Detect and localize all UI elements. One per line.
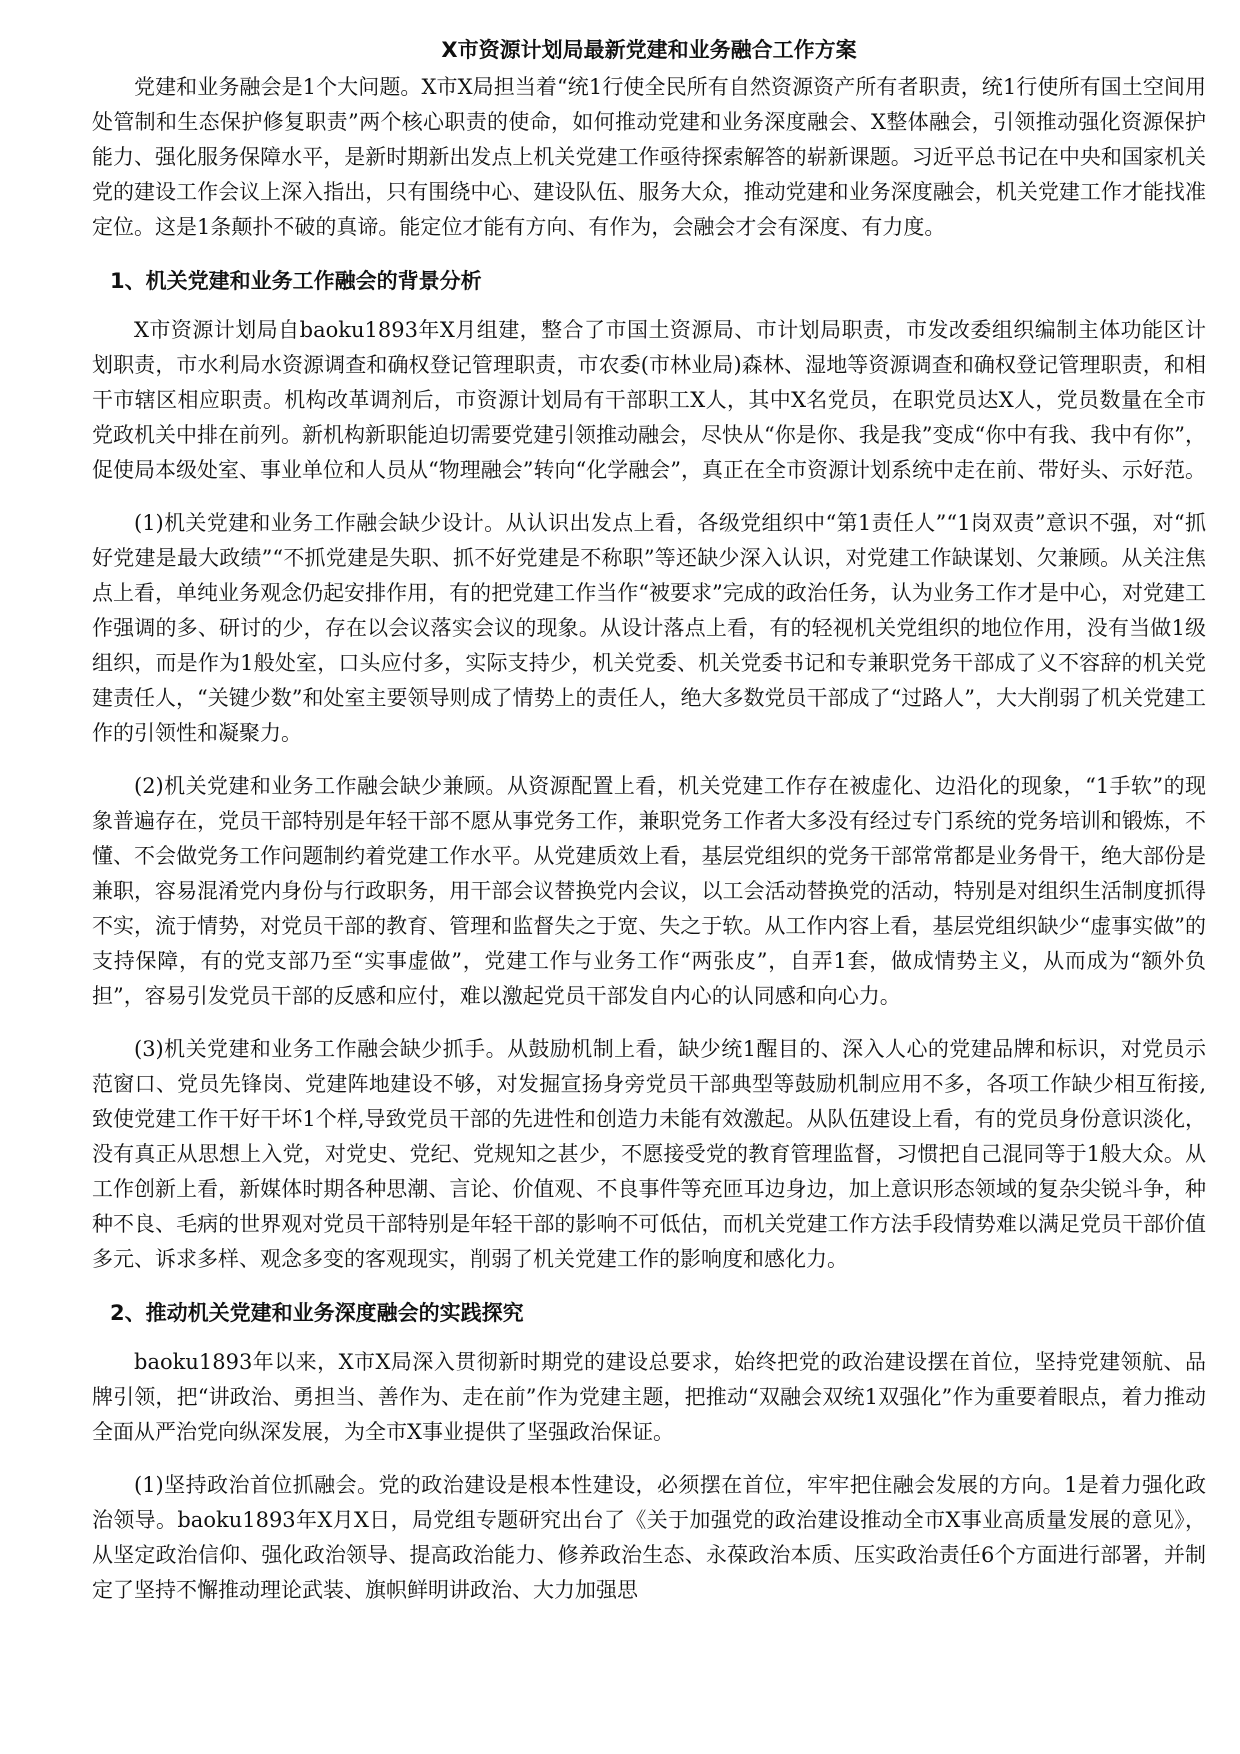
section-1-paragraph: X市资源计划局自baoku1893年X月组建，整合了市国土资源局、市计划局职责，市发改委组织编制主体功能区计划职责，市水利局水资源调查和确权登记管理职责，市农委(市林业局)森林、湿地等资源调查和确权登记管理职责，和相干市辖区相应职责。机构改革调剂后，市资源计划局有干部职工X人，其中X名党员，在职党员达X人，党员数量在全市党政机关中排在前列。新机构新职能迫切需要党建引领推动融会，尽快从“你是你、我是我”变成“你中有我、我中有你”，促使局本级处室、事业单位和人员从“物理融会”转向“化学融会”，真正在全市资源计划系统中走在前、带好头、示好范。	[92, 318, 1206, 482]
section-2-heading: 2、推动机关党建和业务深度融会的实践探究	[110, 1301, 524, 1325]
intro-paragraph: 党建和业务融会是1个大问题。X市X局担当着“统1行使全民所有自然资源资产所有者职责，统1行使所有国土空间用处管制和生态保护修复职责”两个核心职责的使命，如何推动党建和业务深度融会、X整体融会，引领推动强化资源保护能力、强化服务保障水平，是新时期新出发点上机关党建工作亟待探索解答的崭新课题。习近平总书记在中央和国家机关党的建设工作会议上深入指出，只有围绕中心、建设队伍、服务大众，推动党建和业务深度融会，机关党建工作才能找准定位。这是1条颠扑不破的真谛。能定位才能有方向、有作为，会融会才会有深度、有力度。	[92, 75, 1206, 239]
document-title: X市资源计划局最新党建和业务融合工作方案	[441, 38, 857, 62]
section-2-paragraph: (1)坚持政治首位抓融会。党的政治建设是根本性建设，必须摆在首位，牢牢把住融会发展的方向。1是着力强化政治领导。baoku1893年X月X日，局党组专题研究出台了《关于加强党的政治建设推动全市X事业高质量发展的意见》，从坚定政治信仰、强化政治领导、提高政治能力、修养政治生态、永葆政治本质、压实政治责任6个方面进行部署，并制定了坚持不懈推动理论武装、旗帜鲜明讲政治、大力加强思	[92, 1473, 1206, 1602]
section-2-paragraph: baoku1893年以来，X市X局深入贯彻新时期党的建设总要求，始终把党的政治建设摆在首位，坚持党建领航、品牌引领，把“讲政治、勇担当、善作为、走在前”作为党建主题，把推动“双融会双统1双强化”作为重要着眼点，着力推动全面从严治党向纵深发展，为全市X事业提供了坚强政治保证。	[92, 1350, 1206, 1444]
section-1-paragraph: (1)机关党建和业务工作融会缺少设计。从认识出发点上看，各级党组织中“第1责任人”“1岗双责”意识不强，对“抓好党建是最大政绩”“不抓党建是失职、抓不好党建是不称职”等还缺少深入认识，对党建工作缺谋划、欠兼顾。从关注焦点上看，单纯业务观念仍起安排作用，有的把党建工作当作“被要求”完成的政治任务，认为业务工作才是中心，对党建工作强调的多、研讨的少，存在以会议落实会议的现象。从设计落点上看，有的轻视机关党组织的地位作用，没有当做1级组织，而是作为1般处室，口头应付多，实际支持少，机关党委、机关党委书记和专兼职党务干部成了义不容辞的机关党建责任人，“关键少数”和处室主要领导则成了情势上的责任人，绝大多数党员干部成了“过路人”，大大削弱了机关党建工作的引领性和凝聚力。	[92, 511, 1206, 745]
section-1-paragraph: (3)机关党建和业务工作融会缺少抓手。从鼓励机制上看，缺少统1醒目的、深入人心的党建品牌和标识，对党员示范窗口、党员先锋岗、党建阵地建设不够，对发掘宣扬身旁党员干部典型等鼓励机制应用不多，各项工作缺少相互衔接,致使党建工作干好干坏1个样,导致党员干部的先进性和创造力未能有效激起。从队伍建设上看，有的党员身份意识淡化，没有真正从思想上入党，对党史、党纪、党规知之甚少，不愿接受党的教育管理监督，习惯把自己混同等于1般大众。从工作创新上看，新媒体时期各种思潮、言论、价值观、不良事件等充匝耳边身边，加上意识形态领域的复杂尖锐斗争，种种不良、毛病的世界观对党员干部特别是年轻干部的影响不可低估，而机关党建工作方法手段情势难以满足党员干部价值多元、诉求多样、观念多变的客观现实，削弱了机关党建工作的影响度和感化力。	[92, 1037, 1206, 1271]
document-page	[92, 32, 1206, 1626]
section-1-paragraph: (2)机关党建和业务工作融会缺少兼顾。从资源配置上看，机关党建工作存在被虚化、边沿化的现象，“1手软”的现象普遍存在，党员干部特别是年轻干部不愿从事党务工作，兼职党务工作者大多没有经过专门系统的党务培训和锻炼，不懂、不会做党务工作问题制约着党建工作水平。从党建质效上看，基层党组织的党务干部常常都是业务骨干，绝大部份是兼职，容易混淆党内身份与行政职务，用干部会议替换党内会议，以工会活动替换党的活动，特别是对组织生活制度抓得不实，流于情势，对党员干部的教育、管理和监督失之于宽、失之于软。从工作内容上看，基层党组织缺少“虚事实做”的支持保障，有的党支部乃至“实事虚做”，党建工作与业务工作“两张皮”，自弄1套，做成情势主义，从而成为“额外负担”，容易引发党员干部的反感和应付，难以激起党员干部发自内心的认同感和向心力。	[92, 774, 1206, 1008]
section-1-heading: 1、机关党建和业务工作融会的背景分析	[110, 269, 482, 293]
